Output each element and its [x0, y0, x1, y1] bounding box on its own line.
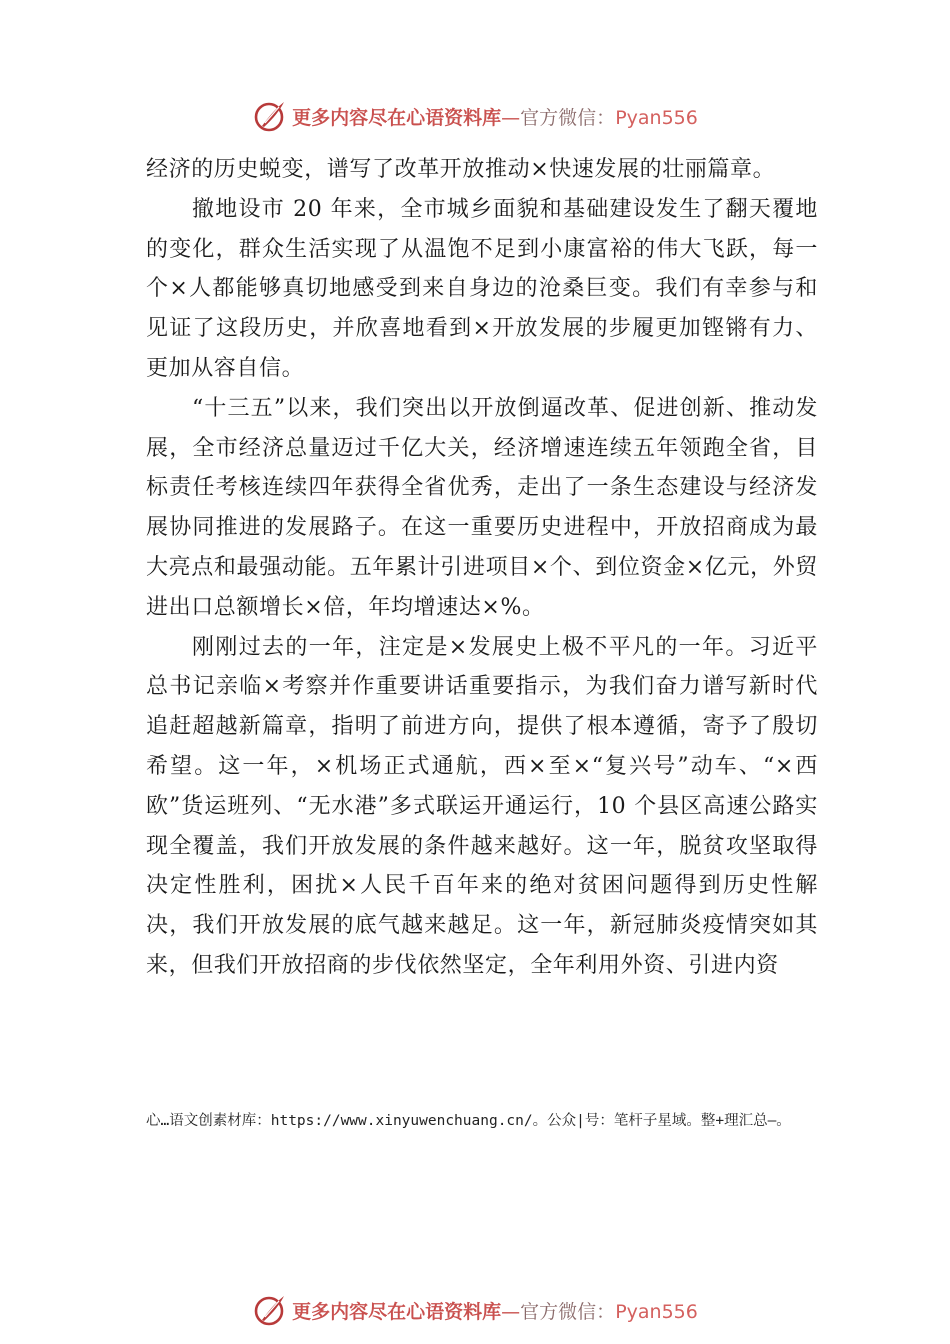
paragraph: 经济的历史蜕变，谱写了改革开放推动×快速发展的壮丽篇章。	[146, 157, 776, 182]
banner-text	[292, 103, 698, 130]
banner-brand: 更多内容尽在心语资料库	[292, 106, 502, 129]
paragraph: 撤地设市 20 年来，全市城乡面貌和基础建设发生了翻天覆地的变化，群众生活实现了从温饱不足到小康富裕的伟大飞跃，每一个×人都能够真切地感受到来自身边的沧桑巨变。我们有幸参与和见证了这段历史，并欣喜地看到×开放发展的步履更加铿锵有力、更加从容自信。	[146, 196, 818, 381]
document-body	[146, 150, 818, 986]
header-banner	[0, 96, 950, 136]
banner-dash: —	[501, 106, 521, 129]
banner-official-label: 官方微信：	[520, 106, 616, 129]
banner-dash: —	[501, 1300, 521, 1323]
paragraph: “十三五”以来，我们突出以开放倒逼改革、促进创新、推动发展，全市经济总量迈过千亿大关，经济增速连续五年领跑全省，目标责任考核连续四年获得全省优秀，走出了一条生态建设与经济发展协同推进的发展路子。在这一重要历史进程中，开放招商成为最大亮点和最强动能。五年累计引进项目×个、到位资金×亿元，外贸进出口总额增长×倍，年均增速达×%。	[146, 395, 818, 620]
footer-banner	[0, 1290, 950, 1330]
banner-wechat-id: Pyan556	[615, 106, 698, 129]
paragraph: 刚刚过去的一年，注定是×发展史上极不平凡的一年。习近平总书记亲临×考察并作重要讲话重要指示，为我们奋力谱写新时代追赶超越新篇章，指明了前进方向，提供了根本遵循，寄予了殷切希望。这一年，×机场正式通航，西×至×“复兴号”动车、“×西欧”货运班列、“无水港”多式联运开通运行，10 个县区高速公路实现全覆盖，我们开放发展的条件越来越好。这一年，脱贫攻坚取得决定性胜利，困扰×人民千百年来的绝对贫困问题得到历史性解决，我们开放发展的底气越来越足。这一年，新冠肺炎疫情突如其来，但我们开放招商的步伐依然坚定，全年利用外资、引进内资	[146, 634, 818, 978]
source-footer: 心…语文创素材库：https://www.xinyuwenchuang.cn/。公众|号：笔杆子星域。整+理汇总—。	[146, 1113, 791, 1129]
banner-text	[292, 1297, 698, 1324]
brush-quill-logo-icon	[252, 98, 288, 134]
banner-wechat-id: Pyan556	[615, 1300, 698, 1323]
banner-brand: 更多内容尽在心语资料库	[292, 1300, 502, 1323]
brush-quill-logo-icon	[252, 1292, 288, 1328]
banner-official-label: 官方微信：	[520, 1300, 616, 1323]
